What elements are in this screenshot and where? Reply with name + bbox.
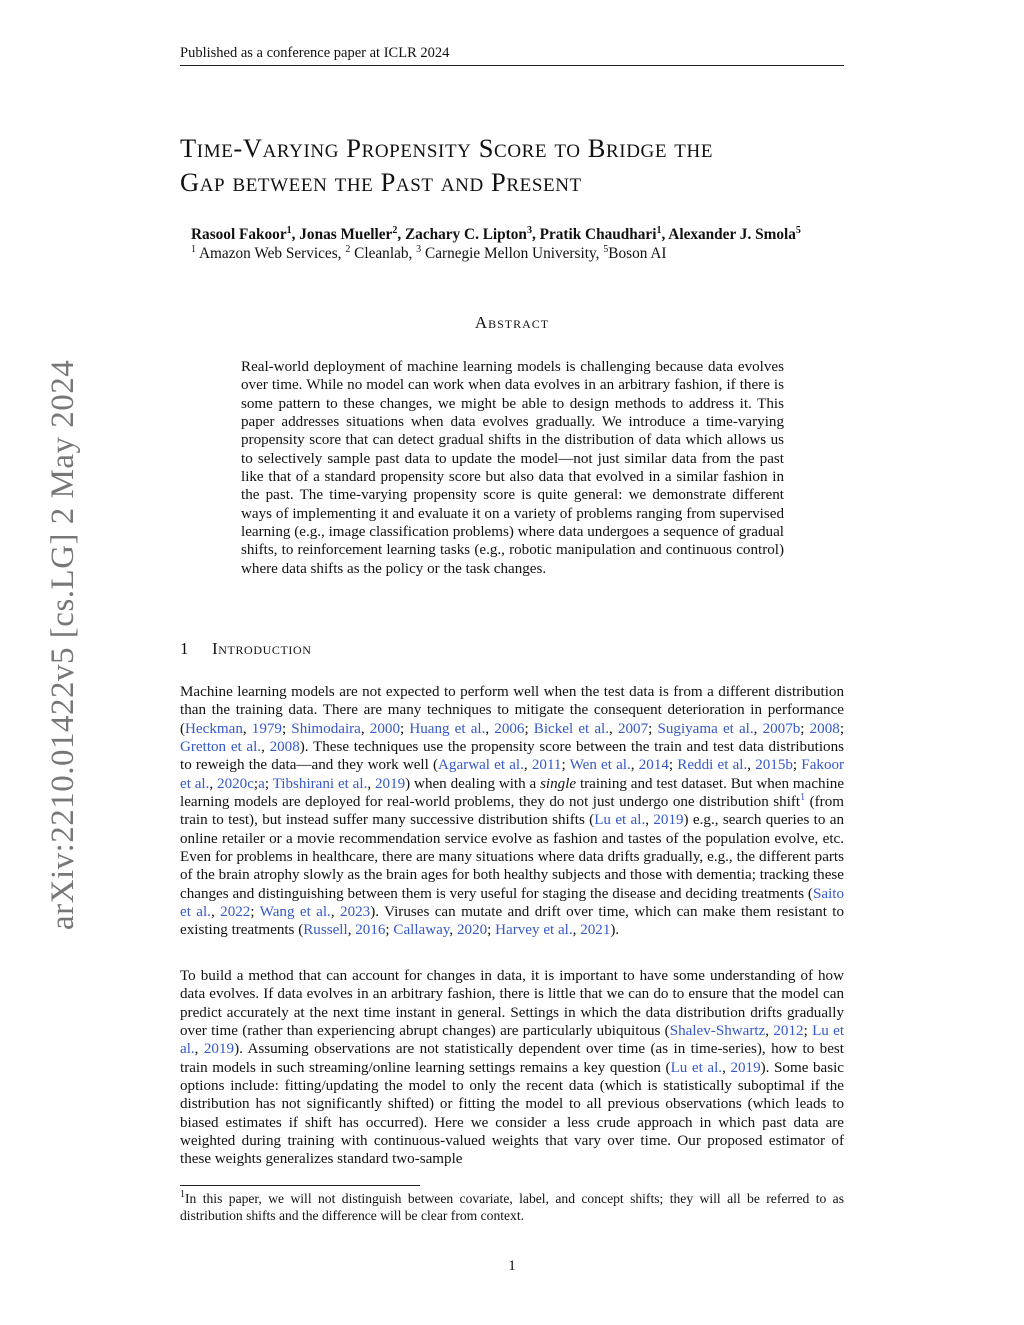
author-affiliation-mark: 3 [526, 225, 532, 236]
citation-link[interactable]: Harvey et al. [495, 922, 573, 939]
section-title: Introduction [212, 639, 312, 658]
affiliation-name: Boson AI [608, 245, 667, 262]
emphasis-text: single [540, 775, 577, 792]
footnote-rule [180, 1185, 420, 1186]
citation-link[interactable]: 2019 [203, 1041, 235, 1058]
citation-link[interactable]: 2023 [340, 904, 371, 921]
citation-link[interactable]: 2020 [456, 922, 488, 939]
citation-link[interactable]: Wen et al. [569, 757, 631, 774]
footnote-mark: 1 [180, 1189, 185, 1200]
citation-link[interactable]: 2012 [773, 1023, 804, 1040]
citation-link[interactable]: Saito et al. [180, 885, 844, 921]
citation-link[interactable]: 2000 [369, 720, 400, 737]
citation-link[interactable]: Bickel et al. [533, 720, 610, 737]
author-affiliation-mark: 5 [795, 225, 801, 236]
citation-link[interactable]: 2019 [374, 775, 406, 792]
author-name: Zachary C. Lipton [404, 226, 527, 243]
abstract-text: Real-world deployment of machine learning models is challenging because data evolves over time. While no model can work when data evolves in an arbitrary fashion, if there is some pattern to these changes, we might be able to design methods to address it. This paper addresses situations when data evolves gradually. We introduce a time-varying propensity score that can detect gradual shifts in the distribution of data which allows us to selectively sample past data to update the model—not just similar data from the past like that of a standard propensity score but also data that evolved in a similar fashion in the past. The time-varying propensity score is quite general: we demonstrate different ways of implementing it and evaluate it on a variety of problems ranging from supervised learning (e.g., image classification problems) where data undergoes a sequence of gradual shifts, to reinforcement learning tasks (e.g., robotic manipulation and continuous control) where data shifts as the policy or the task changes. [241, 359, 784, 577]
intro-paragraph-1: Machine learning models are not expected to perform well when the test data is from a different distribution than the training data. There are many techniques to mitigate the consequent deterioration in performance (Heckman, 1979; Shimodaira, 2000; Huang et al., 2006; Bickel et al., 2007; Sugiyama et al., 2007b; 2008; Gretton et al., 2008). These techniques use the propensity score between the train and test data distributions to reweigh the data—and they work well (Agarwal et al., 2011; Wen et al., 2014; Reddi et al., 2015b; Fakoor et al., 2020c;a; Tibshirani et al., 2019) when dealing with a single training and test dataset. But when machine learning models are deployed for real-world problems, they do not just undergo one distribution shift$^1$ (from train to test), but instead suffer many successive distribution shifts (Lu et al., 2019) e.g., search queries to an online retailer or a movie recommendation service evolve as fashion and tastes of the population evolve, etc. Even for problems in healthcare, there are many situations where data drifts gradually, e.g., the different parts of the brain atrophy slowly as the brain ages for both healthy subjects and those with dementia; tracking these changes and distinguishing between them is very useful for staging the disease and deciding treatments (Saito et al., 2022; Wang et al., 2023). Viruses can mutate and drift over time, which can make them resistant to existing treatments (Russell, 2016; Callaway, 2020; Harvey et al., 2021). [180, 684, 845, 939]
affiliation-list: $^1$ Amazon Web Services, $^2$ Cleanlab, $^3$ Carnegie Mellon University, $^5$Boson AI [191, 244, 667, 262]
header-rule [180, 65, 844, 66]
affiliation-number: 5 [603, 244, 609, 255]
footnote-text: In this paper, we will not distinguish between covariate, label, and concept shifts; they will all be referred to as distribution shifts and the difference will be clear from context. [180, 1191, 844, 1223]
citation-link[interactable]: 2015b [755, 757, 793, 774]
citation-link[interactable]: 2019 [730, 1059, 761, 1076]
citation-link[interactable]: Russell [303, 922, 348, 939]
citation-link[interactable]: 1979 [251, 720, 282, 737]
affiliation-name: Cleanlab [354, 245, 409, 262]
title-line-2: Gap between the Past and Present [180, 167, 582, 197]
citation-link[interactable]: Wang et al. [259, 904, 331, 921]
citation-link[interactable]: 2007b [762, 720, 801, 737]
citation-link[interactable]: 2007 [617, 720, 649, 737]
citation-link[interactable]: Sugiyama et al. [657, 720, 754, 737]
author-name: Alexander J. Smola [668, 226, 796, 243]
section-number: 1 [180, 639, 190, 658]
citation-link[interactable]: Heckman [185, 720, 243, 737]
citation-link[interactable]: Callaway [393, 922, 450, 939]
running-header: Published as a conference paper at ICLR 2024 [180, 45, 450, 61]
citation-link[interactable]: Lu et al. [180, 1023, 845, 1058]
author-affiliation-mark: 1 [286, 225, 292, 236]
citation-link[interactable]: 2021 [580, 922, 611, 939]
citation-link[interactable]: 2008 [269, 739, 300, 756]
page-number: 1 [508, 1258, 516, 1274]
affiliation-number: 3 [416, 244, 422, 255]
affiliation-name: Carnegie Mellon University [425, 245, 596, 262]
citation-link[interactable]: 2019 [653, 812, 684, 829]
citation-link[interactable]: a [258, 775, 265, 792]
abstract-heading: Abstract [474, 313, 550, 332]
citation-link[interactable]: Agarwal et al. [438, 757, 524, 774]
footnote-ref-link[interactable]: 1 [800, 792, 806, 804]
author-name: Pratik Chaudhari [539, 226, 657, 243]
intro-paragraph-2: To build a method that can account for changes in data, it is important to have some understanding of how data evolves. If data evolves in an arbitrary fashion, there is little that we can do to ensure that the model can predict accurately at the next time instant in general. Settings in which the data distribution drifts gradually over time (rather than experiencing abrupt changes) are particularly ubiquitous (Shalev-Shwartz, 2012; Lu et al., 2019). Assuming observations are not statistically dependent over time (as in time-series), how to best train models in such streaming/online learning settings remains a key question (Lu et al., 2019). Some basic options include: fitting/updating the model to only the recent data (which is statistically suboptimal if the distribution has not significantly shifted) or fitting the model to all previous observations (which leads to biased estimates if shift has occurred). Here we consider a less crude approach in which past data are weighted during training with continuous-valued weights that vary over time. Our proposed estimator of these weights generalizes standard two-sample [180, 968, 845, 1168]
affiliation-number: 1 [191, 244, 196, 255]
paper-title [180, 131, 860, 199]
citation-link[interactable]: 2020c [217, 775, 254, 792]
author-name: Jonas Mueller [299, 226, 393, 243]
citation-link[interactable]: 2014 [638, 757, 669, 774]
citation-link[interactable]: Shalev-Shwartz [669, 1023, 766, 1040]
citation-link[interactable]: Fakoor et al. [180, 757, 845, 792]
author-name: Rasool Fakoor [191, 226, 287, 243]
citation-link[interactable]: Reddi et al. [677, 757, 748, 774]
citation-link[interactable]: 2011 [531, 757, 562, 774]
citation-link[interactable]: 2016 [355, 922, 386, 939]
affiliation-name: Amazon Web Services [198, 245, 338, 262]
citation-link[interactable]: Lu et al. [594, 812, 646, 829]
section-heading [180, 639, 844, 659]
author-list: Rasool Fakoor$^1$, Jonas Mueller$^2$, Zachary C. Lipton$^3$, Pratik Chaudhari$^1$, Alexander J. Smola$^5$ [191, 225, 801, 243]
citation-link[interactable]: Lu et al. [670, 1059, 723, 1076]
citation-link[interactable]: 2008 [809, 720, 840, 737]
citation-link[interactable]: Tibshirani et al. [272, 775, 368, 792]
citation-link[interactable]: Huang et al. [409, 720, 486, 737]
affiliation-number: 2 [345, 244, 351, 255]
title-line-1: Time-Varying Propensity Score to Bridge the [180, 133, 714, 163]
author-affiliation-mark: 1 [656, 225, 662, 236]
arxiv-stamp: arXiv:2210.01422v5 [cs.LG] 2 May 2024 [45, 359, 81, 930]
citation-link[interactable]: 2022 [220, 904, 251, 921]
citation-link[interactable]: 2006 [494, 720, 525, 737]
footnote [180, 1190, 844, 1224]
citation-link[interactable]: Gretton et al. [180, 739, 262, 756]
citation-link[interactable]: Shimodaira [291, 720, 361, 737]
author-affiliation-mark: 2 [392, 225, 398, 236]
